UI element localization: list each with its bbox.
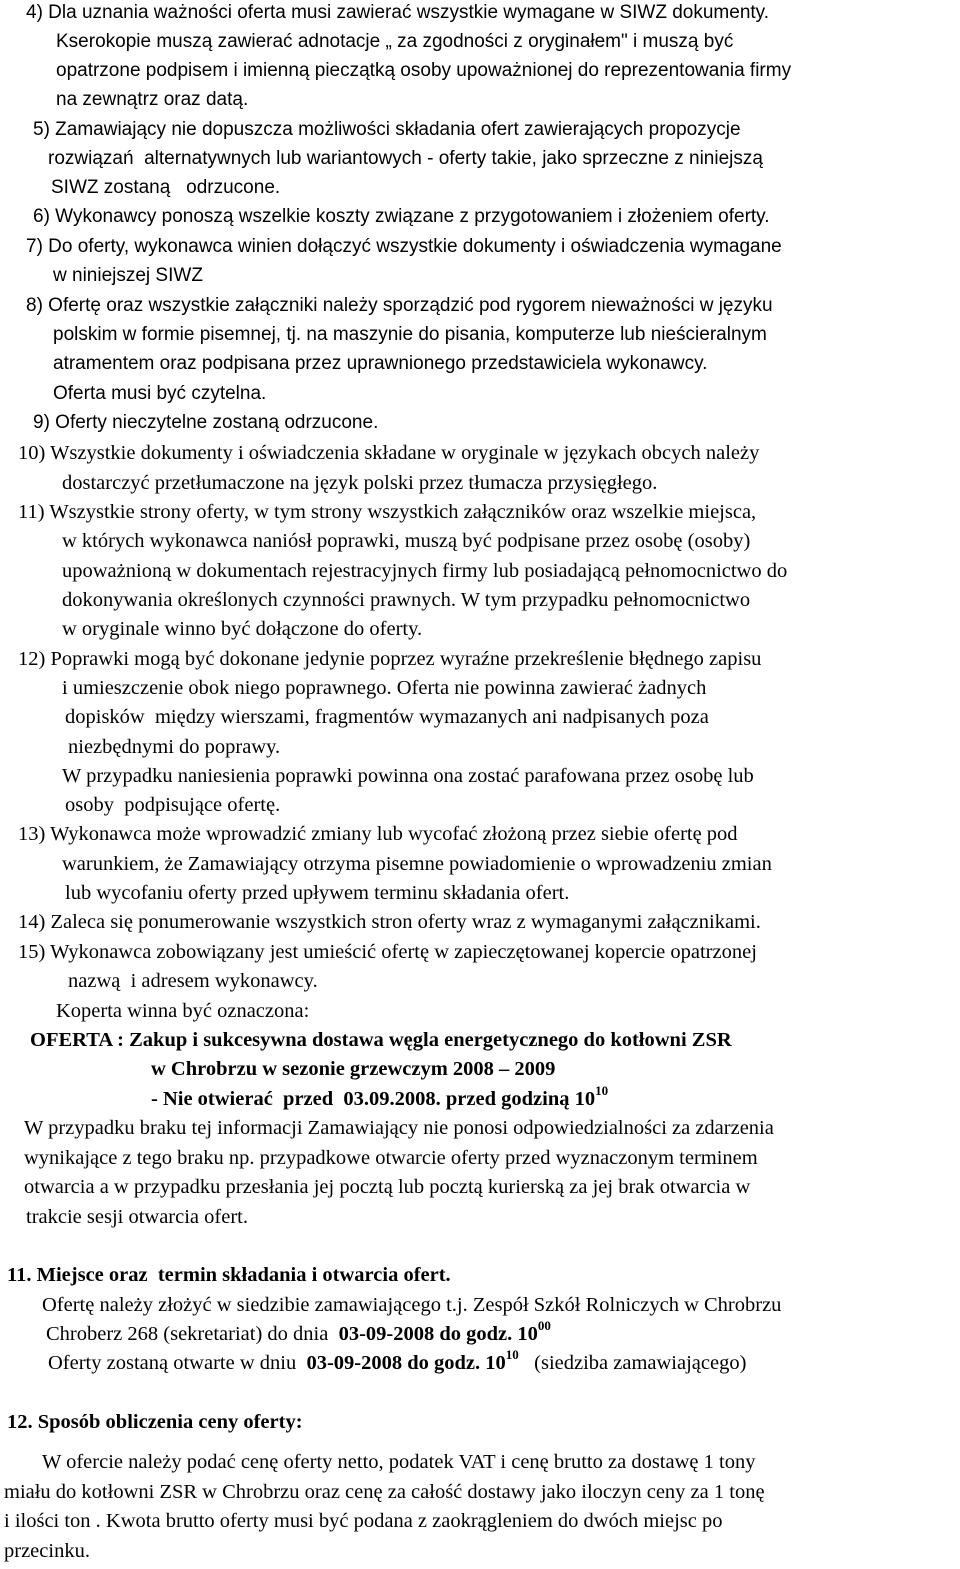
- item-12-line-2: i umieszczenie obok niego poprawnego. Oferta nie powinna zawierać żadnych: [62, 677, 707, 699]
- item-11-line-4: dokonywania określonych czynności prawnych. W tym przypadku pełnomocnictwo: [62, 589, 751, 611]
- item-13-line-2: warunkiem, że Zamawiający otrzyma pisemne powiadomienie o wprowadzeniu zmian: [62, 853, 772, 875]
- item-7-line-1: 7) Do oferty, wykonawca winien dołączyć wszystkie dokumenty i oświadczenia wymagane: [26, 236, 782, 257]
- disclaimer-line-1: W przypadku braku tej informacji Zamawiający nie ponosi odpowiedzialności za zdarzenia: [24, 1117, 774, 1139]
- item-5-line-3: SIWZ zostaną odrzucone.: [51, 177, 281, 198]
- item-13-line-3: lub wycofaniu oferty przed upływem terminu składania ofert.: [65, 882, 570, 904]
- item-15-line-2: nazwą i adresem wykonawcy.: [68, 970, 318, 992]
- item-4-line-1: 4) Dla uznania ważności oferta musi zawierać wszystkie wymagane w SIWZ dokumenty.: [26, 2, 770, 23]
- item-11-line-3: upoważnioną w dokumentach rejestracyjnych firmy lub posiadającą pełnomocnictwo do: [62, 560, 788, 582]
- item-4-line-2: Kserokopie muszą zawierać adnotacje „ za zgodności z oryginałem" i muszą być: [56, 31, 734, 52]
- item-5-line-1: 5) Zamawiający nie dopuszcza możliwości składania ofert zawierających propozycje: [33, 119, 741, 140]
- envelope-line-1: OFERTA : Zakup i sukcesywna dostawa węgla energetycznego do kotłowni ZSR: [30, 1029, 732, 1051]
- item-13-line-1: 13) Wykonawca może wprowadzić zmiany lub wycofać złożoną przez siebie ofertę pod: [18, 823, 738, 845]
- item-12-line-6: osoby podpisujące ofertę.: [65, 794, 281, 816]
- disclaimer-line-3: otwarcia a w przypadku przesłania jej pocztą lub pocztą kurierską za jej brak otwarcia w: [24, 1176, 751, 1198]
- envelope-line-3: - Nie otwierać przed 03.09.2008. przed godziną $10^{10}$: [151, 1083, 609, 1110]
- item-7-line-2: w niniejszej SIWZ: [53, 265, 203, 286]
- item-11-line-5: w oryginale winno być dołączone do oferty.: [62, 618, 423, 640]
- section-12-heading: 12. Sposób obliczenia ceny oferty:: [7, 1411, 303, 1433]
- item-15-line-1: 15) Wykonawca zobowiązany jest umieścić ofertę w zapieczętowanej kopercie opatrzonej: [18, 941, 757, 963]
- item-12-line-1: 12) Poprawki mogą być dokonane jedynie poprzez wyraźne przekreślenie błędnego zapisu: [18, 648, 762, 670]
- item-8-line-4: Oferta musi być czytelna.: [53, 383, 267, 404]
- section-11-heading: 11. Miejsce oraz termin składania i otwarcia ofert.: [7, 1264, 451, 1286]
- disclaimer-line-4: trakcie sesji otwarcia ofert.: [26, 1206, 248, 1228]
- section-12-line-4: przecinku.: [4, 1540, 90, 1562]
- section-11-line-2: Chroberz 268 (sekretariat) do dnia 03-09-2008 do godz. $10^{00}$: [46, 1318, 551, 1345]
- item-11-line-2: w których wykonawca naniósł poprawki, muszą być podpisane przez osobę (osoby): [62, 530, 751, 552]
- envelope-line-2: w Chrobrzu w sezonie grzewczym 2008 – 2009: [151, 1058, 556, 1080]
- item-9-line-1: 9) Oferty nieczytelne zostaną odrzucone.: [33, 412, 379, 433]
- item-12-line-5: W przypadku naniesienia poprawki powinna ona zostać parafowana przez osobę lub: [62, 765, 754, 787]
- section-11-line-3: Oferty zostaną otwarte w dniu 03-09-2008 do godz. $10^{10}$ (siedziba zamawiającego): [48, 1347, 747, 1374]
- item-5-line-2: rozwiązań alternatywnych lub wariantowych - oferty takie, jako sprzeczne z niniejszą: [48, 148, 763, 169]
- item-14-line-1: 14) Zaleca się ponumerowanie wszystkich stron oferty wraz z wymaganymi załącznikami.: [18, 911, 761, 933]
- section-12-line-3: i ilości ton . Kwota brutto oferty musi być podana z zaokrągleniem do dwóch miejsc po: [4, 1510, 723, 1532]
- envelope-intro: Koperta winna być oznaczona:: [56, 1000, 310, 1022]
- item-4-line-4: na zewnątrz oraz datą.: [56, 89, 249, 110]
- section-11-line-1: Ofertę należy złożyć w siedzibie zamawiającego t.j. Zespół Szkół Rolniczych w Chrobrzu: [42, 1294, 782, 1316]
- item-10-line-2: dostarczyć przetłumaczone na język polski przez tłumacza przysięgłego.: [62, 472, 658, 494]
- item-8-line-1: 8) Ofertę oraz wszystkie załączniki należy sporządzić pod rygorem nieważności w języku: [26, 295, 773, 316]
- item-6-line-1: 6) Wykonawcy ponoszą wszelkie koszty związane z przygotowaniem i złożeniem oferty.: [33, 206, 770, 227]
- item-12-line-4: niezbędnymi do poprawy.: [68, 736, 281, 758]
- item-8-line-2: polskim w formie pisemnej, tj. na maszynie do pisania, komputerze lub nieścieralnym: [53, 324, 767, 345]
- item-4-line-3: opatrzone podpisem i imienną pieczątką osoby upoważnionej do reprezentowania firmy: [56, 60, 792, 81]
- section-12-line-2: miału do kotłowni ZSR w Chrobrzu oraz cenę za całość dostawy jako iloczyn ceny za 1 tonę: [4, 1481, 765, 1503]
- item-8-line-3: atramentem oraz podpisana przez uprawnionego przedstawiciela wykonawcy.: [53, 353, 708, 374]
- item-12-line-3: dopisków między wierszami, fragmentów wymazanych ani nadpisanych poza: [65, 706, 709, 728]
- disclaimer-line-2: wynikające z tego braku np. przypadkowe otwarcie oferty przed wyznaczonym terminem: [24, 1147, 758, 1169]
- item-10-line-1: 10) Wszystkie dokumenty i oświadczenia składane w oryginale w językach obcych należy: [18, 442, 760, 464]
- section-12-line-1: W ofercie należy podać cenę oferty netto, podatek VAT i cenę brutto za dostawę 1 tony: [42, 1451, 756, 1473]
- item-11-line-1: 11) Wszystkie strony oferty, w tym strony wszystkich załączników oraz wszelkie miejsca,: [18, 501, 757, 523]
